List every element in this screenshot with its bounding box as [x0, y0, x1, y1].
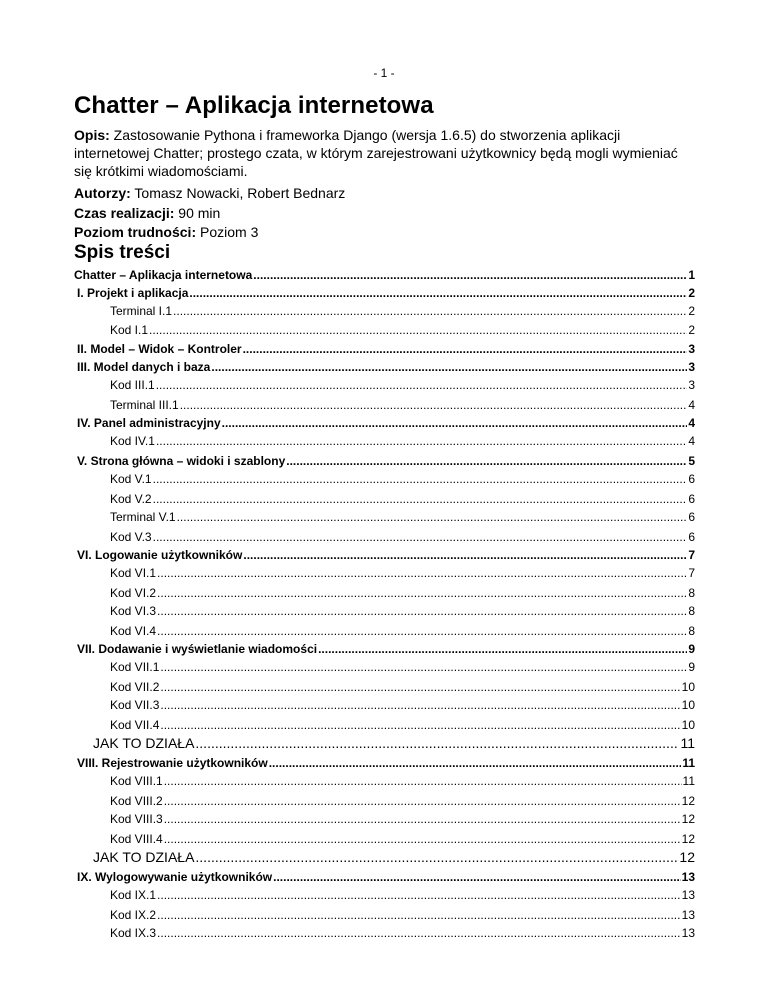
toc-entry-label: Kod IX.3	[110, 926, 157, 940]
toc-leader-dots	[157, 924, 681, 943]
toc-entry-page: 2	[688, 304, 695, 318]
toc-entry-label: Kod VIII.4	[110, 832, 163, 846]
toc-entry-label: JAK TO DZIAŁA	[93, 849, 195, 865]
toc-entry-page: 12	[681, 812, 695, 826]
toc-entry[interactable]	[110, 528, 695, 547]
toc-entry-page: 8	[688, 624, 695, 638]
toc-leader-dots	[157, 906, 681, 925]
toc-entry[interactable]	[93, 848, 695, 867]
toc-leader-dots	[273, 868, 681, 887]
toc-entry-page: 10	[681, 698, 695, 712]
toc-leader-dots	[149, 321, 687, 340]
toc-entry[interactable]	[110, 564, 695, 583]
toc-leader-dots	[211, 358, 687, 377]
toc-entry[interactable]	[110, 396, 695, 415]
toc-entry-label: Kod VIII.3	[110, 812, 163, 826]
toc-entry-page: 13	[681, 926, 695, 940]
toc-entry-page: 6	[688, 472, 695, 486]
toc-leader-dots	[164, 830, 681, 849]
toc-entry[interactable]	[110, 321, 695, 340]
toc-leader-dots	[164, 792, 681, 811]
toc-entry-page: 6	[688, 492, 695, 506]
toc-entry-label: VII. Dodawanie i wyświetlanie wiadomości	[77, 642, 318, 656]
toc-leader-dots	[153, 490, 688, 509]
toc-entry-label: Kod IX.1	[110, 888, 157, 902]
toc-entry-label: Kod VI.1	[110, 566, 157, 580]
toc-entry-page: 8	[688, 586, 695, 600]
toc-entry-label: Kod III.1	[110, 378, 155, 392]
authors-value: Tomasz Nowacki, Robert Bednarz	[134, 185, 346, 201]
toc-entry[interactable]	[110, 886, 695, 905]
toc-entry-label: JAK TO DZIAŁA	[93, 735, 195, 751]
toc-entry[interactable]	[110, 716, 695, 735]
toc-entry[interactable]	[77, 284, 695, 303]
toc-entry-page: 6	[688, 510, 695, 524]
duration-value: 90 min	[178, 205, 221, 221]
toc-leader-dots	[157, 886, 681, 905]
toc-entry[interactable]	[110, 696, 695, 715]
toc-entry-page: 7	[688, 548, 695, 562]
toc-entry[interactable]	[110, 810, 695, 829]
toc-entry[interactable]	[110, 508, 695, 527]
toc-entry-page: 3	[688, 342, 695, 356]
difficulty	[74, 223, 699, 241]
toc-leader-dots	[156, 432, 687, 451]
toc-entry-page: 9	[688, 660, 695, 674]
toc-entry-page: 4	[688, 434, 695, 448]
toc-entry-page: 5	[688, 454, 695, 468]
toc-entry-label: Kod V.1	[110, 472, 152, 486]
toc-entry-label: Kod VII.4	[110, 718, 160, 732]
toc-entry-label: V. Strona główna – widoki i szablony	[77, 454, 286, 468]
toc-entry-label: Kod VII.1	[110, 660, 160, 674]
toc-entry-page: 11	[682, 774, 695, 788]
toc-leader-dots	[253, 266, 687, 285]
toc-leader-dots	[157, 584, 687, 603]
toc-entry[interactable]	[110, 622, 695, 641]
toc-entry-label: Kod V.2	[110, 492, 152, 506]
toc-leader-dots	[243, 340, 688, 359]
toc-entry[interactable]	[110, 678, 695, 697]
toc-entry-label: Chatter – Aplikacja internetowa	[74, 268, 253, 282]
toc-leader-dots	[153, 470, 688, 489]
difficulty-value: Poziom 3	[200, 224, 259, 240]
toc-entry-page: 1	[688, 268, 695, 282]
toc-entry-label: VIII. Rejestrowanie użytkowników	[77, 756, 268, 770]
toc-leader-dots	[180, 396, 688, 415]
toc-entry-label: IX. Wylogowywanie użytkowników	[77, 870, 273, 884]
toc-leader-dots	[157, 564, 687, 583]
toc-entry-page: 12	[679, 849, 695, 865]
toc-entry-page: 11	[680, 735, 695, 751]
toc-entry[interactable]	[110, 772, 695, 791]
toc-entry[interactable]	[74, 266, 695, 285]
toc-entry-label: Kod VII.3	[110, 698, 160, 712]
toc-entry[interactable]	[110, 584, 695, 603]
toc-entry[interactable]	[93, 734, 695, 753]
toc-entry[interactable]	[110, 432, 695, 451]
toc-entry[interactable]	[110, 470, 695, 489]
toc-entry-page: 6	[688, 530, 695, 544]
toc-entry-page: 13	[681, 908, 695, 922]
toc-entry[interactable]	[110, 658, 695, 677]
toc-entry-page: 11	[682, 756, 695, 770]
toc-leader-dots	[164, 772, 682, 791]
toc-entry-label: Kod VIII.2	[110, 794, 163, 808]
toc-entry-page: 12	[681, 794, 695, 808]
table-of-contents	[0, 264, 768, 940]
toc-entry-label: Kod I.1	[110, 323, 149, 337]
toc-entry-label: Terminal III.1	[110, 398, 179, 412]
duration-label: Czas realizacji:	[74, 205, 175, 221]
toc-entry-label: Kod VIII.1	[110, 774, 163, 788]
toc-leader-dots	[318, 640, 687, 659]
toc-leader-dots	[157, 602, 687, 621]
toc-entry[interactable]	[77, 868, 695, 887]
toc-entry[interactable]	[110, 792, 695, 811]
toc-leader-dots	[157, 622, 687, 641]
toc-leader-dots	[160, 696, 680, 715]
toc-leader-dots	[195, 734, 679, 753]
toc-entry-page: 10	[681, 680, 695, 694]
toc-entry[interactable]	[110, 924, 695, 943]
toc-leader-dots	[164, 810, 681, 829]
description-text: Zastosowanie Pythona i frameworka Django (wersja 1.6.5) do stworzenia aplikacji internetowej Chatter; prostego czata, w którym zarejestrowani użytkownicy będą mogli wymieniać się krótkimi wiadomościami.	[74, 127, 678, 179]
toc-leader-dots	[189, 284, 687, 303]
page-number: - 1 -	[373, 66, 395, 80]
toc-entry[interactable]	[110, 602, 695, 621]
toc-leader-dots	[195, 848, 678, 867]
toc-leader-dots	[269, 754, 682, 773]
toc-entry-page: 3	[688, 360, 695, 374]
toc-entry[interactable]	[110, 376, 695, 395]
toc-entry-label: II. Model – Widok – Kontroler	[77, 342, 242, 356]
toc-entry-page: 8	[688, 604, 695, 618]
toc-entry[interactable]	[77, 546, 695, 565]
toc-leader-dots	[173, 302, 687, 321]
toc-heading: Spis treści	[74, 242, 171, 263]
difficulty-label: Poziom trudności:	[74, 224, 197, 240]
toc-entry-label: Kod V.3	[110, 530, 152, 544]
toc-entry-label: Kod IV.1	[110, 434, 155, 448]
toc-entry[interactable]	[77, 340, 695, 359]
toc-entry-page: 13	[681, 888, 695, 902]
toc-entry-page: 7	[688, 566, 695, 580]
toc-leader-dots	[160, 658, 687, 677]
toc-entry-label: Kod VI.4	[110, 624, 157, 638]
description	[74, 126, 699, 180]
toc-entry[interactable]	[110, 830, 695, 849]
toc-entry[interactable]	[77, 414, 695, 433]
toc-entry[interactable]	[110, 490, 695, 509]
authors	[74, 184, 699, 202]
toc-entry-page: 3	[688, 378, 695, 392]
toc-entry-page: 9	[688, 642, 695, 656]
toc-leader-dots	[153, 528, 688, 547]
toc-entry[interactable]	[77, 754, 695, 773]
toc-entry-page: 12	[681, 832, 695, 846]
toc-leader-dots	[243, 546, 687, 565]
toc-entry-label: Kod VI.3	[110, 604, 157, 618]
toc-leader-dots	[177, 508, 688, 527]
toc-entry-label: Terminal V.1	[110, 510, 176, 524]
toc-entry-page: 4	[688, 398, 695, 412]
toc-leader-dots	[160, 678, 680, 697]
document-title: Chatter – Aplikacja internetowa	[74, 92, 434, 119]
toc-entry-page: 4	[688, 416, 695, 430]
toc-entry[interactable]	[77, 358, 695, 377]
authors-label: Autorzy:	[74, 185, 131, 201]
toc-entry-label: Kod VI.2	[110, 586, 157, 600]
toc-entry-page: 10	[681, 718, 695, 732]
toc-entry-page: 2	[688, 323, 695, 337]
toc-entry-page: 2	[688, 286, 695, 300]
duration	[74, 204, 699, 222]
toc-entry-label: Kod VII.2	[110, 680, 160, 694]
toc-entry-page: 13	[681, 870, 695, 884]
toc-entry[interactable]	[77, 452, 695, 471]
toc-entry-label: IV. Panel administracyjny	[77, 416, 221, 430]
description-label: Opis:	[74, 127, 110, 143]
toc-entry-label: III. Model danych i baza	[77, 360, 211, 374]
toc-entry-label: VI. Logowanie użytkowników	[77, 548, 243, 562]
toc-leader-dots	[160, 716, 680, 735]
toc-entry[interactable]	[110, 302, 695, 321]
toc-entry-label: Terminal I.1	[110, 304, 173, 318]
toc-leader-dots	[286, 452, 687, 471]
toc-entry-label: Kod IX.2	[110, 908, 157, 922]
toc-entry-label: I. Projekt i aplikacja	[77, 286, 189, 300]
toc-leader-dots	[222, 414, 688, 433]
toc-leader-dots	[156, 376, 688, 395]
toc-entry[interactable]	[110, 906, 695, 925]
toc-entry[interactable]	[77, 640, 695, 659]
